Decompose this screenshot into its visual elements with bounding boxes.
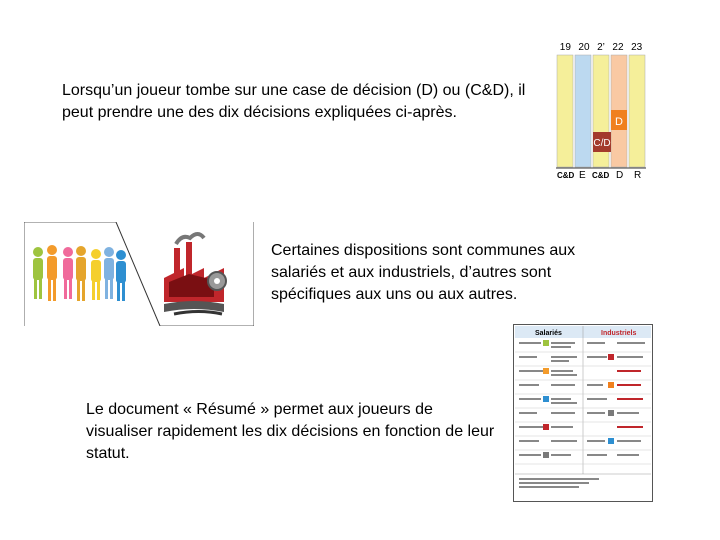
- resume-paragraph: Le document « Résumé » permet aux joueurs de visualiser rapidement les dix décisions en fonction de leur statut.: [86, 401, 495, 462]
- board-foot-e: E: [579, 170, 586, 181]
- board-cell-cd-label: C/D: [593, 138, 611, 149]
- board-thumbnail: [556, 40, 646, 182]
- board-cell-d-label: D: [615, 116, 623, 128]
- board-col-19: 19: [559, 42, 571, 53]
- board-foot-r: R: [634, 170, 642, 181]
- board-col-23: 23: [631, 42, 643, 53]
- board-grid: [556, 40, 646, 182]
- resume-header-salaries: Salariés: [535, 330, 562, 337]
- board-col-22: 22: [612, 42, 624, 53]
- factory-icon: [164, 234, 226, 314]
- dispositions-paragraph: Certaines dispositions sont communes aux salariés et aux industriels, d’autres sont spécifiques aux uns ou aux autres.: [271, 242, 576, 303]
- board-col-20: 20: [578, 42, 590, 53]
- board-col-21: 2’: [597, 42, 605, 53]
- board-foot-d: D: [616, 170, 624, 181]
- people-and-industry-illustration: [24, 222, 254, 326]
- intro-paragraph: Lorsqu’un joueur tombe sur une case de décision (D) ou (C&D), il peut prendre une des dix décisions expliquées ci-après.: [62, 82, 526, 121]
- resume-document-thumbnail: [513, 324, 653, 502]
- resume-header-industriels: Industriels: [601, 330, 637, 337]
- board-foot-cd1: C&D: [557, 171, 575, 180]
- board-foot-cd2: C&D: [592, 171, 610, 180]
